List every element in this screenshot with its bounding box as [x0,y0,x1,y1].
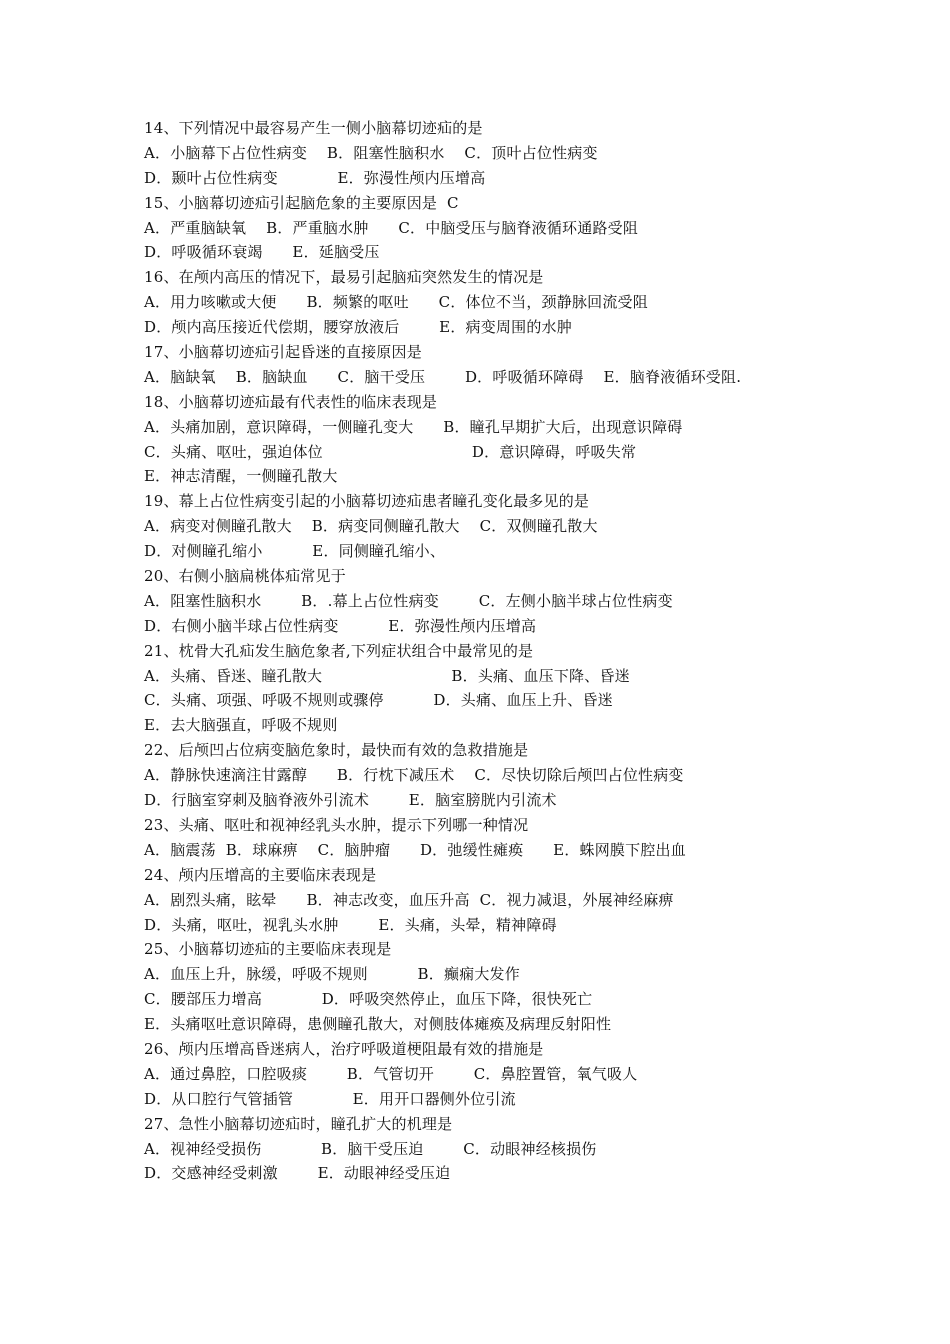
question-18-options-row-3: E．神志清醒，一侧瞳孔散大 [144,467,338,486]
question-15-stem: 15、小脑幕切迹疝引起脑危象的主要原因是 C [144,193,459,212]
question-21-options-row-3: E．去大脑强直，呼吸不规则 [144,716,338,735]
question-27-stem: 27、急性小脑幕切迹疝时，瞳孔扩大的机理是 [144,1114,453,1133]
question-14-options-row-2: D．颞叶占位性病变 E．弥漫性颅内压增高 [144,168,486,187]
question-16-stem: 16、在颅内高压的情况下，最易引起脑疝突然发生的情况是 [144,268,544,287]
question-15-options-row-1: A．严重脑缺氧 B．严重脑水肿 C．中脑受压与脑脊液循环通路受阻 [144,218,639,237]
question-19-stem: 19、幕上占位性病变引起的小脑幕切迹疝患者瞳孔变化最多见的是 [144,492,590,511]
question-25-stem: 25、小脑幕切迹疝的主要临床表现是 [144,940,392,959]
question-19-options-row-1: A．病变对侧瞳孔散大 B．病变同侧瞳孔散大 C．双侧瞳孔散大 [144,517,598,536]
question-24-options-row-1: A．剧烈头痛，眩晕 B．神志改变，血压升高 C．视力减退，外展神经麻痹 [144,890,674,909]
question-15-options-row-2: D．呼吸循环衰竭 E．延脑受压 [144,243,380,262]
question-21-stem: 21、枕骨大孔疝发生脑危象者,下列症状组合中最常见的是 [144,641,534,660]
question-14-options-row-1: A．小脑幕下占位性病变 B．阻塞性脑积水 C．顶叶占位性病变 [144,143,598,162]
question-16-options-row-1: A．用力咳嗽或大便 B．频繁的呕吐 C．体位不当，颈静脉回流受阻 [144,293,648,312]
question-24-stem: 24、颅内压增高的主要临床表现是 [144,865,377,884]
question-21-options-row-1: A．头痛、昏迷、瞳孔散大 B．头痛、血压下降、昏迷 [144,666,630,685]
question-24-options-row-2: D．头痛，呕吐，视乳头水肿 E．头痛，头晕，精神障碍 [144,915,557,934]
question-22-options-row-2: D．行脑室穿刺及脑脊液外引流术 E．脑室膀胱内引流术 [144,791,557,810]
question-26-stem: 26、颅内压增高昏迷病人，治疗呼吸道梗阻最有效的措施是 [144,1039,544,1058]
question-26-options-row-1: A．通过鼻腔，口腔吸痰 B．气管切开 C．鼻腔置管，氧气吸人 [144,1064,638,1083]
question-22-options-row-1: A．静脉快速滴注甘露醇 B．行枕下减压术 C．尽快切除后颅凹占位性病变 [144,766,684,785]
question-26-options-row-2: D．从口腔行气管插管 E．用开口器侧外位引流 [144,1089,516,1108]
question-20-stem: 20、右侧小脑扁桃体疝常见于 [144,567,346,586]
question-25-options-row-3: E．头痛呕吐意识障碍，患侧瞳孔散大，对侧肢体瘫痪及病理反射阳性 [144,1015,612,1034]
question-22-stem: 22、后颅凹占位病变脑危象时，最快而有效的急救措施是 [144,741,529,760]
question-23-stem: 23、头痛、呕吐和视神经乳头水肿，提示下列哪一种情况 [144,815,529,834]
question-14-stem: 14、下列情况中最容易产生一侧小脑幕切迹疝的是 [144,119,483,137]
question-23-options-row-1: A．脑震荡 B．球麻痹 C．脑肿瘤 D．弛缓性瘫痪 E．蛛网膜下腔出血 [144,840,686,859]
question-19-options-row-2: D．对侧瞳孔缩小 E．同侧瞳孔缩小、 [144,542,446,561]
question-16-options-row-2: D．颅内高压接近代偿期，腰穿放液后 E．病变周围的水肿 [144,318,572,337]
question-17-stem: 17、小脑幕切迹疝引起昏迷的直接原因是 [144,343,422,362]
question-27-options-row-2: D．交感神经受刺激 E．动眼神经受压迫 [144,1164,451,1183]
question-18-stem: 18、小脑幕切迹疝最有代表性的临床表现是 [144,392,438,411]
question-17-options-row-1: A．脑缺氧 B．脑缺血 C．脑干受压 D．呼吸循环障碍 E．脑脊液循环受阻. [144,367,742,386]
question-list [144,116,844,1186]
question-18-options-row-2: C．头痛、呕吐，强迫体位 D．意识障碍，呼吸失常 [144,442,637,461]
question-25-options-row-2: C．腰部压力增高 D．呼吸突然停止，血压下降，很快死亡 [144,990,593,1009]
question-20-options-row-1: A．阻塞性脑积水 B．.幕上占位性病变 C．左侧小脑半球占位性病变 [144,591,673,610]
question-27-options-row-1: A．视神经受损伤 B．脑干受压迫 C．动眼神经核损伤 [144,1139,597,1158]
question-21-options-row-2: C．头痛、项强、呼吸不规则或骤停 D．头痛、血压上升、昏迷 [144,691,613,710]
question-20-options-row-2: D．右侧小脑半球占位性病变 E．弥漫性颅内压增高 [144,616,537,635]
question-18-options-row-1: A．头痛加剧，意识障碍，一侧瞳孔变大 B．瞳孔早期扩大后，出现意识障碍 [144,417,683,436]
question-25-options-row-1: A．血压上升，脉缓，呼吸不规则 B．癫痫大发作 [144,965,520,984]
